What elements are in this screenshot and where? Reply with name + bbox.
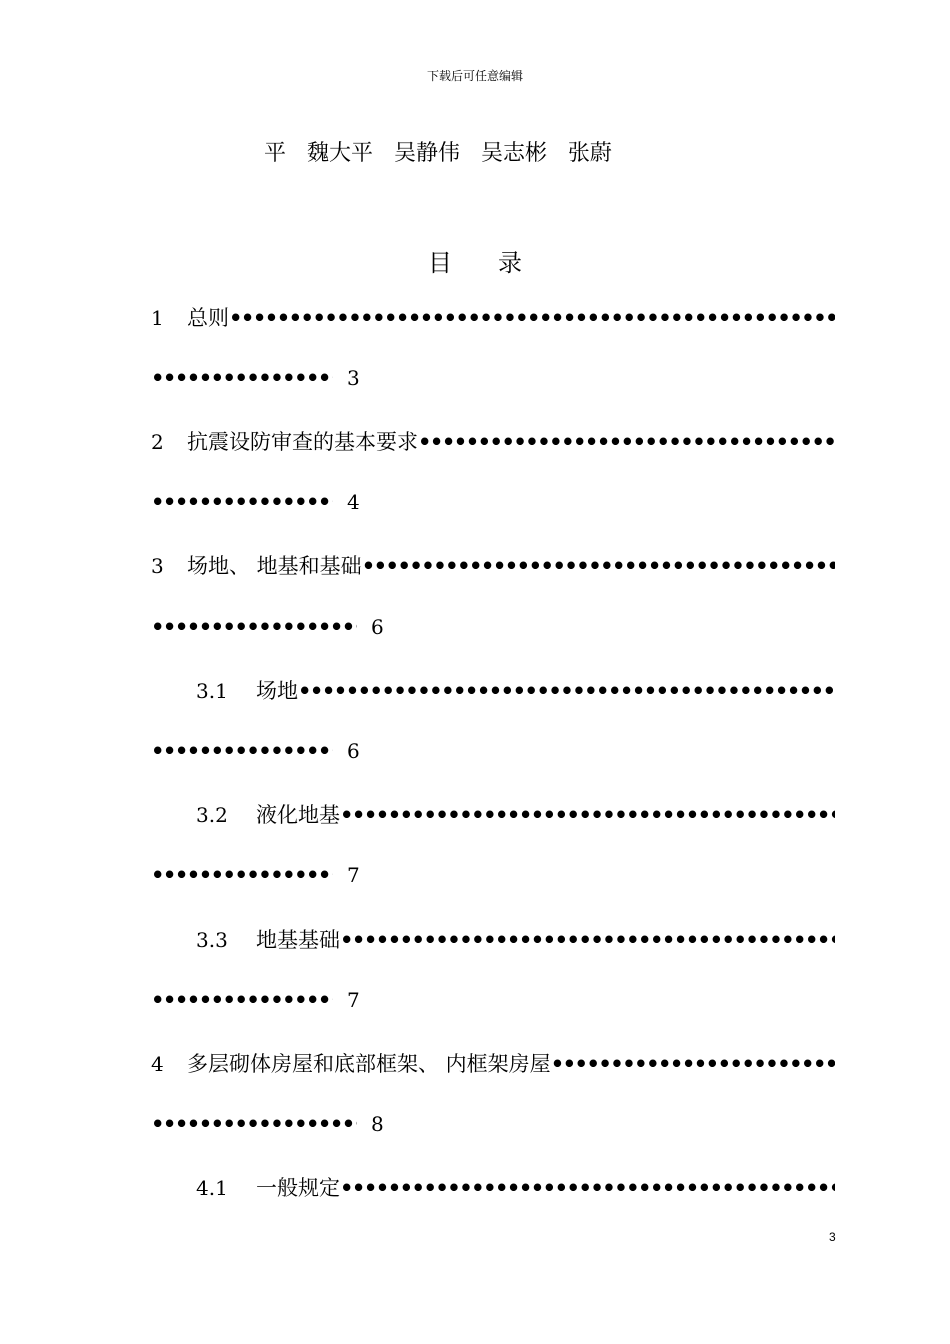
toc-leader-dots (151, 1112, 357, 1136)
toc-page-number: 6 (371, 615, 384, 639)
toc-entry-title: 抗震设防审查的基本要求 (187, 430, 418, 454)
toc-entry-number: 3.1 (196, 679, 228, 703)
toc-entry-continuation (151, 615, 384, 645)
toc-leader-dots (340, 1176, 835, 1200)
toc-entry[interactable] (151, 426, 835, 456)
toc-entry[interactable] (196, 924, 835, 954)
toc-entry-number: 3 (151, 554, 164, 578)
toc-leader-dots (418, 430, 835, 454)
toc-entry-title: 多层砌体房屋和底部框架、 内框架房屋 (187, 1052, 551, 1076)
toc-leader-dots (362, 554, 835, 578)
toc-leader-dots (298, 679, 835, 703)
toc-leader-dots (151, 615, 357, 639)
toc-leader-dots (340, 803, 835, 827)
toc-entry-title: 总则 (187, 306, 229, 330)
toc-entry[interactable] (151, 550, 835, 580)
toc-entry-continuation (151, 366, 360, 396)
toc-leader-dots (151, 739, 333, 763)
toc-entry-title: 地基基础 (256, 928, 340, 952)
toc-page-number: 3 (347, 366, 360, 390)
toc-leader-dots (551, 1052, 835, 1076)
toc-entry-continuation (151, 1112, 384, 1142)
toc-entry-number: 4.1 (196, 1176, 228, 1200)
header-note: 下载后可任意编辑 (426, 69, 523, 83)
toc-leader-dots (340, 928, 835, 952)
toc-entry[interactable] (196, 1172, 835, 1202)
toc-entry-number: 4 (151, 1052, 164, 1076)
toc-entry-number: 3.2 (196, 803, 228, 827)
toc-entry[interactable] (196, 675, 835, 705)
toc-entry-title: 场地、 地基和基础 (187, 554, 362, 578)
toc-entry-title: 场地 (256, 679, 298, 703)
toc-entry-continuation (151, 863, 360, 893)
toc-entry[interactable] (151, 302, 835, 332)
toc-entry-title: 液化地基 (256, 803, 340, 827)
toc-entry-continuation (151, 490, 360, 520)
authors-line: 平 魏大平 吴静伟 吴志彬 张蔚 (264, 141, 612, 166)
toc-entry-continuation (151, 739, 360, 769)
toc-leader-dots (151, 988, 333, 1012)
toc-leader-dots (151, 863, 333, 887)
footer-page-number: 3 (829, 1230, 836, 1244)
toc-page-number: 7 (347, 863, 360, 887)
toc-page-number: 4 (347, 490, 360, 514)
toc-entry-number: 1 (151, 306, 164, 330)
toc-entry[interactable] (196, 799, 835, 829)
toc-page-number: 8 (371, 1112, 384, 1136)
toc-entry-number: 3.3 (196, 928, 228, 952)
toc-page-number: 6 (347, 739, 360, 763)
toc-entry-number: 2 (151, 430, 164, 454)
toc-title: 目录 (428, 249, 568, 277)
toc-page-number: 7 (347, 988, 360, 1012)
toc-leader-dots (151, 490, 333, 514)
toc-entry[interactable] (151, 1048, 835, 1078)
toc-entry-title: 一般规定 (256, 1176, 340, 1200)
toc-leader-dots (151, 366, 333, 390)
toc-leader-dots (229, 306, 835, 330)
toc-entry-continuation (151, 988, 360, 1018)
